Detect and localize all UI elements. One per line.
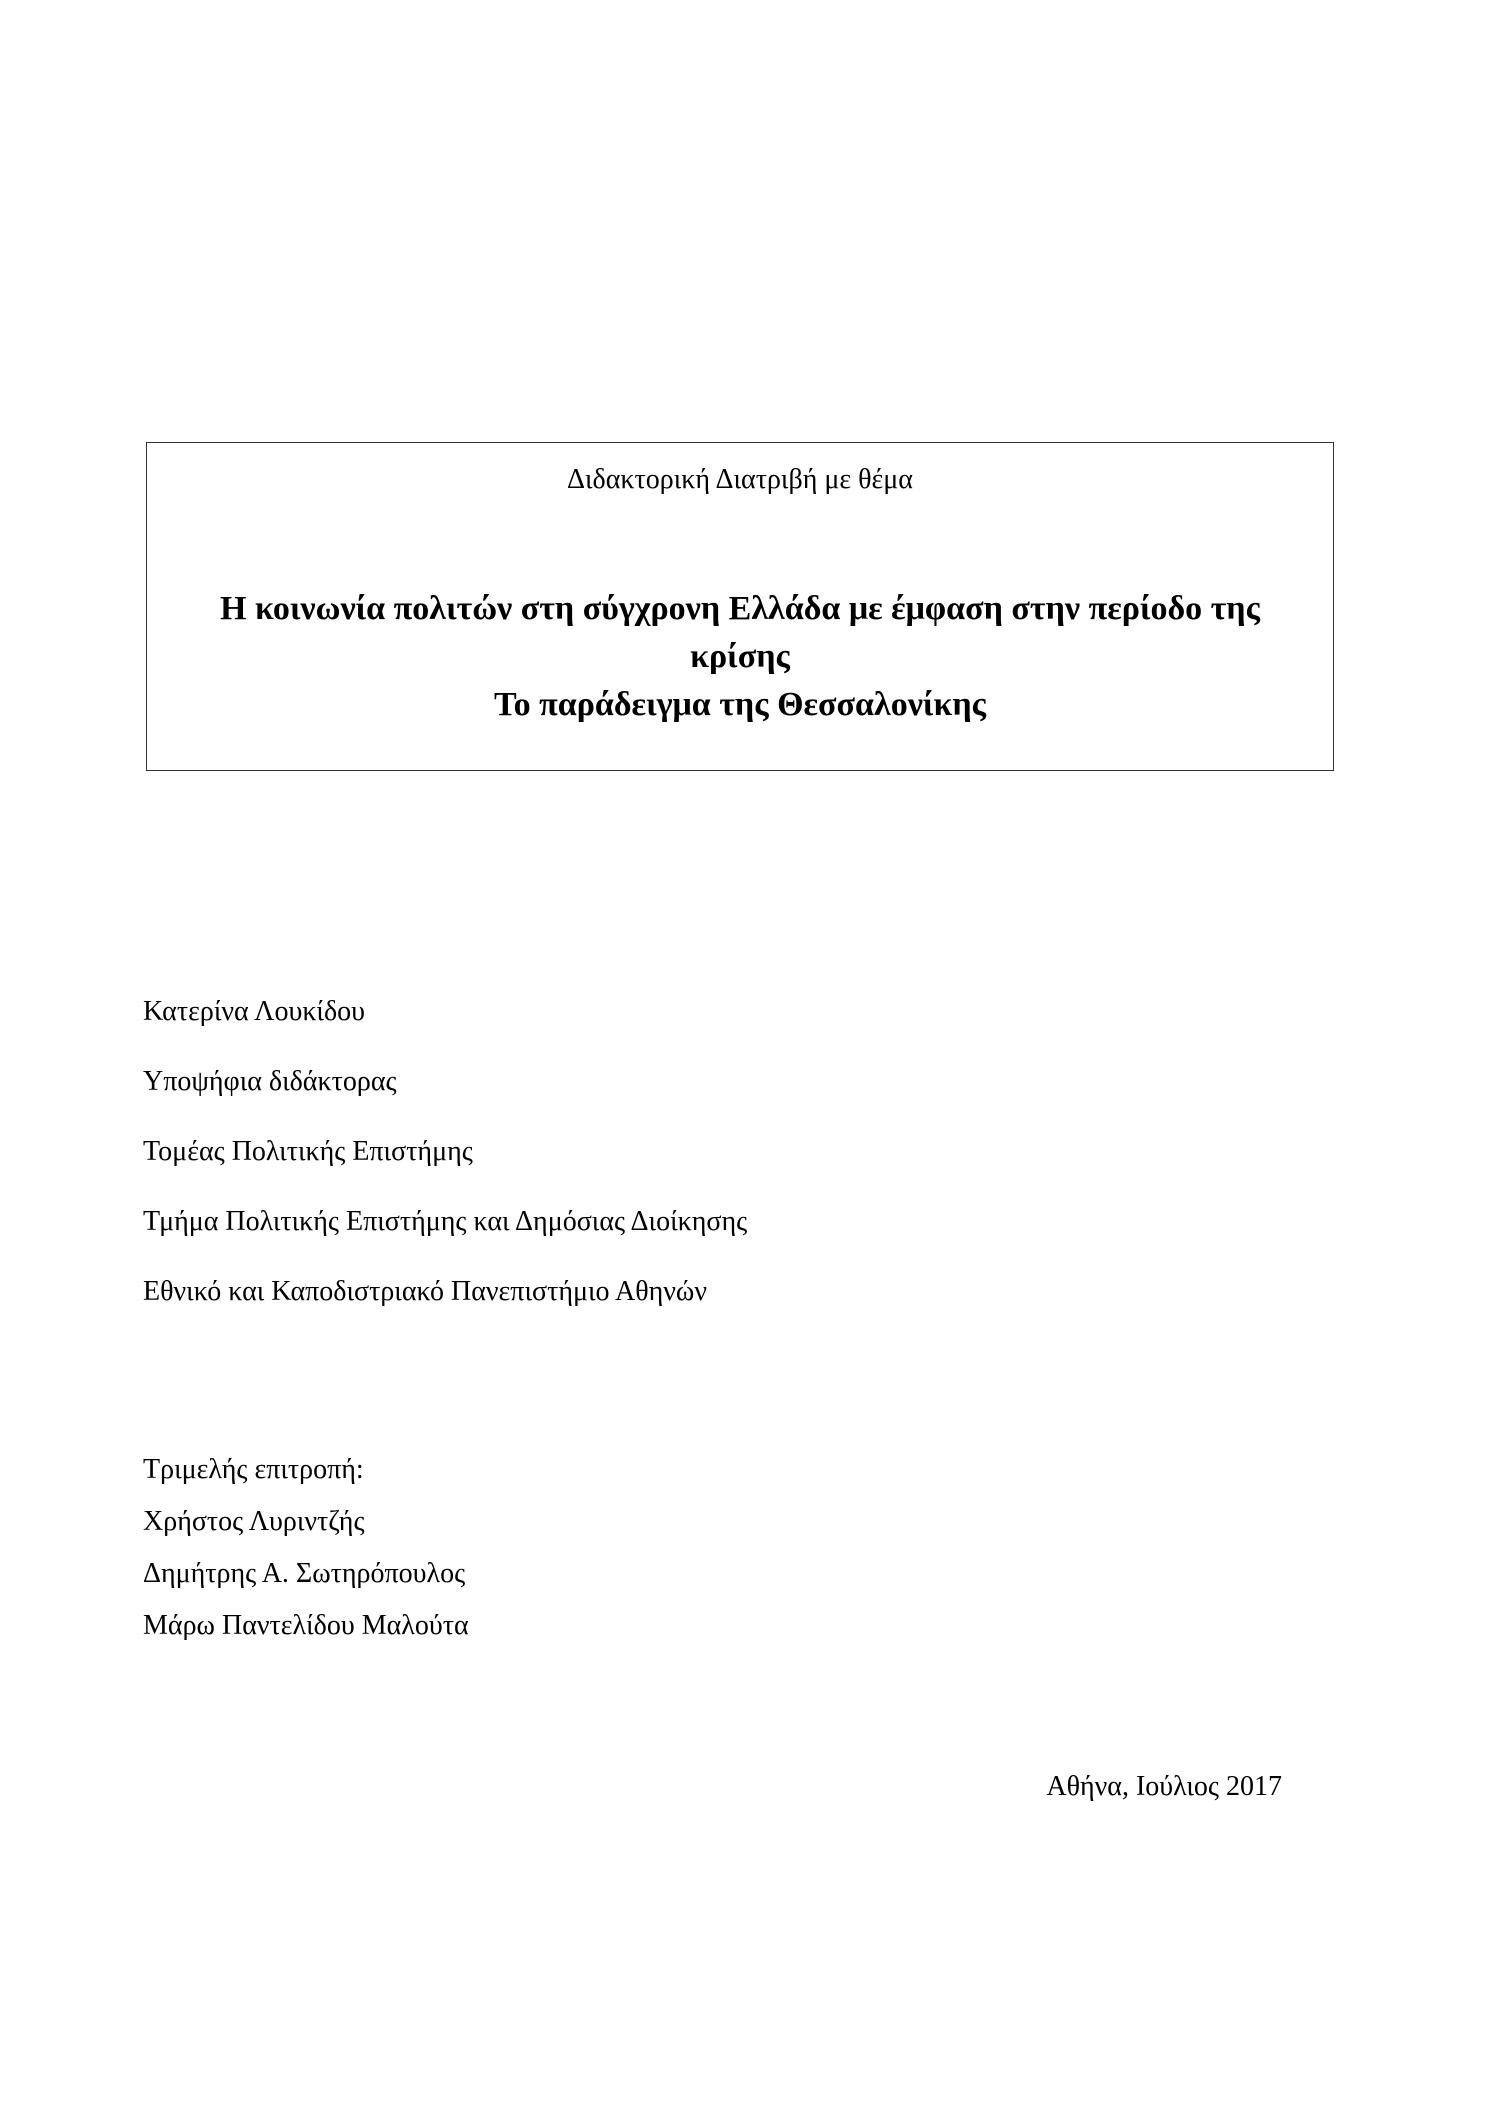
author-info — [143, 995, 747, 1345]
title-line-3: Το παράδειγμα της Θεσσαλονίκης — [494, 686, 986, 723]
committee-member: Μάρω Παντελίδου Μαλούτα — [143, 1610, 469, 1641]
author-university: Εθνικό και Καποδιστριακό Πανεπιστήμιο Αθηνών — [143, 1276, 707, 1307]
author-name: Κατερίνα Λουκίδου — [143, 996, 366, 1027]
committee-member: Δημήτρης Α. Σωτηρόπουλος — [143, 1558, 466, 1589]
committee — [143, 1453, 469, 1661]
author-sector: Τομέας Πολιτικής Επιστήμης — [143, 1136, 473, 1167]
title-box — [146, 442, 1334, 771]
author-department: Τμήμα Πολιτικής Επιστήμης και Δημόσιας Διοίκησης — [143, 1206, 748, 1237]
dissertation-subtitle: Διδακτορική Διατριβή με θέμα — [567, 464, 913, 495]
title-line-2: κρίσης — [690, 638, 790, 675]
dissertation-title — [147, 585, 1333, 729]
committee-member: Χρήστος Λυριντζής — [143, 1506, 365, 1537]
author-role: Υποψήφια διδάκτορας — [143, 1066, 397, 1097]
committee-heading: Τριμελής επιτροπή: — [143, 1454, 364, 1485]
title-line-1: Η κοινωνία πολιτών στη σύγχρονη Ελλάδα με έμφαση στην περίοδο της — [220, 590, 1260, 627]
place-date: Αθήνα, Ιούλιος 2017 — [1046, 1771, 1282, 1802]
